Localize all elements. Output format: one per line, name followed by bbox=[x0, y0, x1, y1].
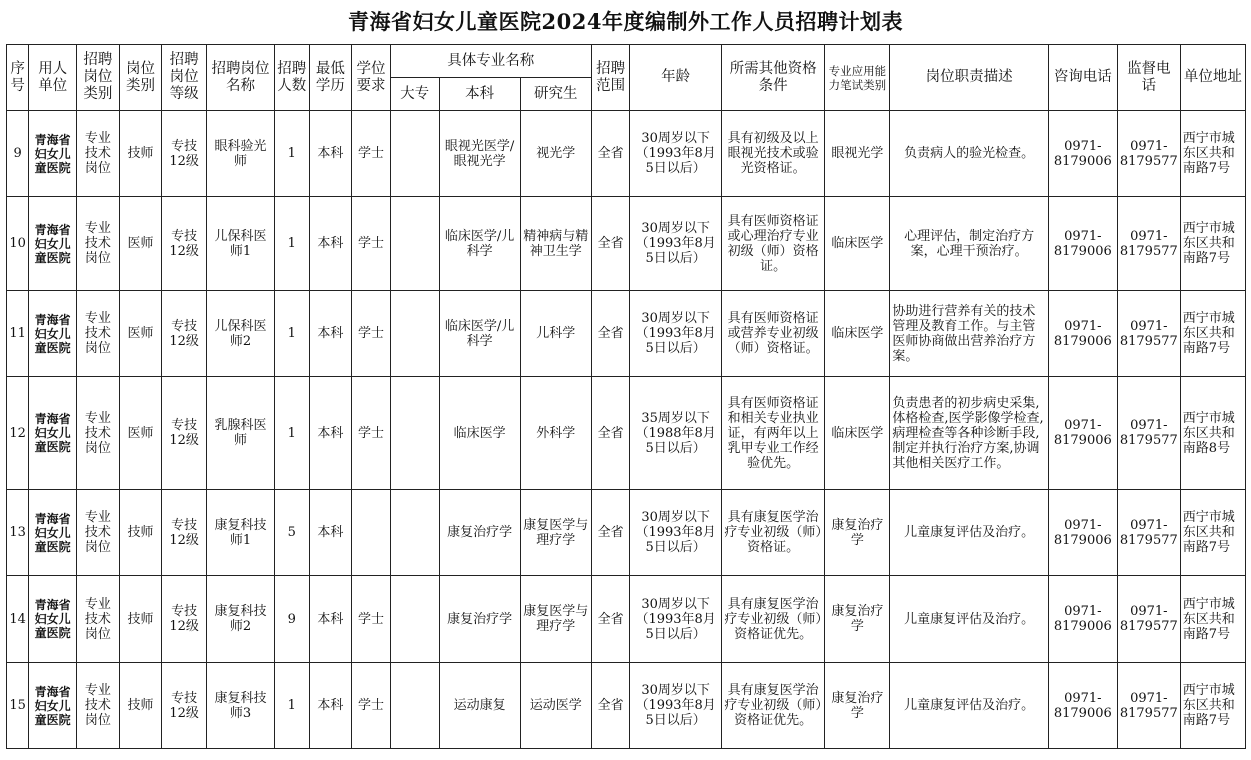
cell-post-category: 专业技术岗位 bbox=[77, 197, 120, 291]
header-scope: 招聘范围 bbox=[591, 45, 630, 111]
header-unit: 用人单位 bbox=[29, 45, 77, 111]
cell-age: 30周岁以下（1993年8月5日以后） bbox=[630, 576, 721, 663]
cell-age: 30周岁以下（1993年8月5日以后） bbox=[630, 663, 721, 749]
cell-unit: 青海省妇女儿童医院 bbox=[29, 663, 77, 749]
cell-consult: 0971-8179006 bbox=[1048, 576, 1117, 663]
cell-other: 具有医师资格证或心理治疗专业初级（师）资格证。 bbox=[721, 197, 825, 291]
cell-post-name: 康复科技师1 bbox=[207, 490, 275, 576]
cell-major-yjs: 外科学 bbox=[520, 377, 591, 490]
cell-major-bk: 康复治疗学 bbox=[439, 490, 520, 576]
cell-post-level: 专技12级 bbox=[162, 663, 207, 749]
cell-count: 1 bbox=[275, 377, 310, 490]
table-row bbox=[7, 576, 1246, 663]
cell-count: 9 bbox=[275, 576, 310, 663]
cell-duty: 儿童康复评估及治疗。 bbox=[890, 663, 1048, 749]
header-exam: 专业应用能力笔试类别 bbox=[825, 45, 890, 111]
cell-post-name: 康复科技师3 bbox=[207, 663, 275, 749]
cell-post-category: 专业技术岗位 bbox=[77, 576, 120, 663]
cell-unit: 青海省妇女儿童医院 bbox=[29, 111, 77, 197]
header-post-level: 招聘岗位等级 bbox=[162, 45, 207, 111]
cell-degree: 学士 bbox=[352, 197, 391, 291]
cell-count: 1 bbox=[275, 663, 310, 749]
cell-post-name: 眼科验光师 bbox=[207, 111, 275, 197]
cell-address: 西宁市城东区共和南路7号 bbox=[1180, 663, 1245, 749]
cell-post-type: 技师 bbox=[119, 576, 162, 663]
cell-scope: 全省 bbox=[591, 291, 630, 377]
cell-other: 具有初级及以上眼视光技术或验光资格证。 bbox=[721, 111, 825, 197]
cell-post-type: 医师 bbox=[119, 197, 162, 291]
cell-consult: 0971-8179006 bbox=[1048, 490, 1117, 576]
cell-major-yjs: 视光学 bbox=[520, 111, 591, 197]
cell-post-level: 专技12级 bbox=[162, 291, 207, 377]
table-row bbox=[7, 377, 1246, 490]
cell-post-name: 康复科技师2 bbox=[207, 576, 275, 663]
cell-post-level: 专技12级 bbox=[162, 490, 207, 576]
cell-other: 具有医师资格证和相关专业执业证，有两年以上乳甲专业工作经验优先。 bbox=[721, 377, 825, 490]
cell-post-category: 专业技术岗位 bbox=[77, 377, 120, 490]
cell-consult: 0971-8179006 bbox=[1048, 197, 1117, 291]
cell-post-type: 技师 bbox=[119, 111, 162, 197]
cell-scope: 全省 bbox=[591, 663, 630, 749]
cell-supervise: 0971-8179577 bbox=[1117, 576, 1180, 663]
cell-post-level: 专技12级 bbox=[162, 111, 207, 197]
cell-count: 1 bbox=[275, 291, 310, 377]
cell-address: 西宁市城东区共和南路7号 bbox=[1180, 111, 1245, 197]
cell-duty: 心理评估，制定治疗方案，心理干预治疗。 bbox=[890, 197, 1048, 291]
cell-edu: 本科 bbox=[309, 663, 352, 749]
cell-seq: 9 bbox=[7, 111, 29, 197]
cell-supervise: 0971-8179577 bbox=[1117, 197, 1180, 291]
cell-major-yjs: 运动医学 bbox=[520, 663, 591, 749]
cell-major-dz bbox=[390, 576, 439, 663]
cell-post-name: 乳腺科医师 bbox=[207, 377, 275, 490]
cell-post-level: 专技12级 bbox=[162, 576, 207, 663]
page-title: 青海省妇女儿童医院2024年度编制外工作人员招聘计划表 bbox=[348, 9, 903, 34]
cell-consult: 0971-8179006 bbox=[1048, 663, 1117, 749]
table-row bbox=[7, 111, 1246, 197]
cell-count: 5 bbox=[275, 490, 310, 576]
cell-exam: 临床医学 bbox=[825, 377, 890, 490]
cell-seq: 13 bbox=[7, 490, 29, 576]
cell-address: 西宁市城东区共和南路7号 bbox=[1180, 490, 1245, 576]
cell-major-bk: 临床医学/儿科学 bbox=[439, 291, 520, 377]
cell-post-level: 专技12级 bbox=[162, 197, 207, 291]
cell-other: 具有康复医学治疗专业初级（师）资格证优先。 bbox=[721, 663, 825, 749]
cell-scope: 全省 bbox=[591, 576, 630, 663]
cell-supervise: 0971-8179577 bbox=[1117, 490, 1180, 576]
cell-scope: 全省 bbox=[591, 490, 630, 576]
header-edu: 最低学历 bbox=[309, 45, 352, 111]
cell-edu: 本科 bbox=[309, 490, 352, 576]
cell-degree: 学士 bbox=[352, 576, 391, 663]
header-consult: 咨询电话 bbox=[1048, 45, 1117, 111]
header-other: 所需其他资格条件 bbox=[721, 45, 825, 111]
cell-post-category: 专业技术岗位 bbox=[77, 490, 120, 576]
cell-degree: 学士 bbox=[352, 291, 391, 377]
cell-post-level: 专技12级 bbox=[162, 377, 207, 490]
cell-exam: 眼视光学 bbox=[825, 111, 890, 197]
cell-edu: 本科 bbox=[309, 291, 352, 377]
header-post-category: 招聘岗位类别 bbox=[77, 45, 120, 111]
cell-degree bbox=[352, 490, 391, 576]
cell-degree: 学士 bbox=[352, 377, 391, 490]
cell-major-yjs: 康复医学与理疗学 bbox=[520, 490, 591, 576]
cell-scope: 全省 bbox=[591, 197, 630, 291]
cell-address: 西宁市城东区共和南路7号 bbox=[1180, 197, 1245, 291]
cell-major-dz bbox=[390, 291, 439, 377]
cell-post-category: 专业技术岗位 bbox=[77, 663, 120, 749]
cell-duty: 协助进行营养有关的技术管理及教育工作。与主管医师协商做出营养治疗方案。 bbox=[890, 291, 1048, 377]
cell-count: 1 bbox=[275, 197, 310, 291]
recruitment-table bbox=[6, 44, 1246, 749]
cell-exam: 临床医学 bbox=[825, 291, 890, 377]
cell-count: 1 bbox=[275, 111, 310, 197]
cell-exam: 康复治疗学 bbox=[825, 490, 890, 576]
cell-consult: 0971-8179006 bbox=[1048, 111, 1117, 197]
cell-major-dz bbox=[390, 197, 439, 291]
cell-age: 30周岁以下（1993年8月5日以后） bbox=[630, 291, 721, 377]
cell-supervise: 0971-8179577 bbox=[1117, 111, 1180, 197]
cell-post-type: 医师 bbox=[119, 377, 162, 490]
table-row bbox=[7, 197, 1246, 291]
cell-address: 西宁市城东区共和南路7号 bbox=[1180, 576, 1245, 663]
header-count: 招聘人数 bbox=[275, 45, 310, 111]
header-post-name: 招聘岗位名称 bbox=[207, 45, 275, 111]
cell-edu: 本科 bbox=[309, 111, 352, 197]
header-address: 单位地址 bbox=[1180, 45, 1245, 111]
cell-major-dz bbox=[390, 490, 439, 576]
cell-supervise: 0971-8179577 bbox=[1117, 377, 1180, 490]
cell-consult: 0971-8179006 bbox=[1048, 377, 1117, 490]
cell-other: 具有医师资格证或营养专业初级（师）资格证。 bbox=[721, 291, 825, 377]
header-major-bk: 本科 bbox=[439, 78, 520, 111]
cell-edu: 本科 bbox=[309, 576, 352, 663]
cell-unit: 青海省妇女儿童医院 bbox=[29, 291, 77, 377]
cell-scope: 全省 bbox=[591, 377, 630, 490]
cell-post-type: 医师 bbox=[119, 291, 162, 377]
cell-exam: 临床医学 bbox=[825, 197, 890, 291]
header-supervise: 监督电话 bbox=[1117, 45, 1180, 111]
cell-supervise: 0971-8179577 bbox=[1117, 291, 1180, 377]
cell-age: 35周岁以下（1988年8月5日以后） bbox=[630, 377, 721, 490]
cell-major-bk: 临床医学 bbox=[439, 377, 520, 490]
cell-degree: 学士 bbox=[352, 663, 391, 749]
cell-seq: 11 bbox=[7, 291, 29, 377]
cell-major-dz bbox=[390, 377, 439, 490]
cell-major-yjs: 儿科学 bbox=[520, 291, 591, 377]
cell-duty: 负责病人的验光检查。 bbox=[890, 111, 1048, 197]
table-row bbox=[7, 490, 1246, 576]
cell-duty: 儿童康复评估及治疗。 bbox=[890, 576, 1048, 663]
cell-post-type: 技师 bbox=[119, 490, 162, 576]
cell-address: 西宁市城东区共和南路8号 bbox=[1180, 377, 1245, 490]
cell-major-yjs: 精神病与精神卫生学 bbox=[520, 197, 591, 291]
cell-post-name: 儿保科医师1 bbox=[207, 197, 275, 291]
cell-address: 西宁市城东区共和南路7号 bbox=[1180, 291, 1245, 377]
cell-seq: 12 bbox=[7, 377, 29, 490]
cell-post-name: 儿保科医师2 bbox=[207, 291, 275, 377]
cell-major-dz bbox=[390, 663, 439, 749]
table-row bbox=[7, 663, 1246, 749]
header-seq: 序号 bbox=[7, 45, 29, 111]
cell-seq: 14 bbox=[7, 576, 29, 663]
cell-post-category: 专业技术岗位 bbox=[77, 111, 120, 197]
header-post-type: 岗位类别 bbox=[119, 45, 162, 111]
cell-major-yjs: 康复医学与理疗学 bbox=[520, 576, 591, 663]
cell-age: 30周岁以下（1993年8月5日以后） bbox=[630, 490, 721, 576]
header-major-group: 具体专业名称 bbox=[390, 45, 591, 78]
cell-major-bk: 康复治疗学 bbox=[439, 576, 520, 663]
cell-degree: 学士 bbox=[352, 111, 391, 197]
cell-major-bk: 运动康复 bbox=[439, 663, 520, 749]
table-row bbox=[7, 291, 1246, 377]
cell-exam: 康复治疗学 bbox=[825, 663, 890, 749]
cell-unit: 青海省妇女儿童医院 bbox=[29, 197, 77, 291]
cell-major-dz bbox=[390, 111, 439, 197]
cell-other: 具有康复医学治疗专业初级（师）资格证。 bbox=[721, 490, 825, 576]
cell-unit: 青海省妇女儿童医院 bbox=[29, 377, 77, 490]
cell-post-type: 技师 bbox=[119, 663, 162, 749]
cell-major-bk: 眼视光医学/眼视光学 bbox=[439, 111, 520, 197]
cell-duty: 负责患者的初步病史采集,体格检查,医学影像学检查,病理检查等各种诊断手段,制定并执行治疗方案,协调其他相关医疗工作。 bbox=[890, 377, 1048, 490]
cell-scope: 全省 bbox=[591, 111, 630, 197]
header-major-yjs: 研究生 bbox=[520, 78, 591, 111]
cell-unit: 青海省妇女儿童医院 bbox=[29, 576, 77, 663]
cell-seq: 10 bbox=[7, 197, 29, 291]
cell-post-category: 专业技术岗位 bbox=[77, 291, 120, 377]
cell-supervise: 0971-8179577 bbox=[1117, 663, 1180, 749]
cell-exam: 康复治疗学 bbox=[825, 576, 890, 663]
cell-major-bk: 临床医学/儿科学 bbox=[439, 197, 520, 291]
header-age: 年龄 bbox=[630, 45, 721, 111]
cell-other: 具有康复医学治疗专业初级（师）资格证优先。 bbox=[721, 576, 825, 663]
cell-edu: 本科 bbox=[309, 197, 352, 291]
cell-unit: 青海省妇女儿童医院 bbox=[29, 490, 77, 576]
table-body bbox=[7, 111, 1246, 749]
header-degree: 学位要求 bbox=[352, 45, 391, 111]
cell-edu: 本科 bbox=[309, 377, 352, 490]
cell-age: 30周岁以下（1993年8月5日以后） bbox=[630, 197, 721, 291]
header-major-dz: 大专 bbox=[390, 78, 439, 111]
cell-seq: 15 bbox=[7, 663, 29, 749]
cell-consult: 0971-8179006 bbox=[1048, 291, 1117, 377]
cell-duty: 儿童康复评估及治疗。 bbox=[890, 490, 1048, 576]
cell-age: 30周岁以下（1993年8月5日以后） bbox=[630, 111, 721, 197]
header-duty: 岗位职责描述 bbox=[890, 45, 1048, 111]
